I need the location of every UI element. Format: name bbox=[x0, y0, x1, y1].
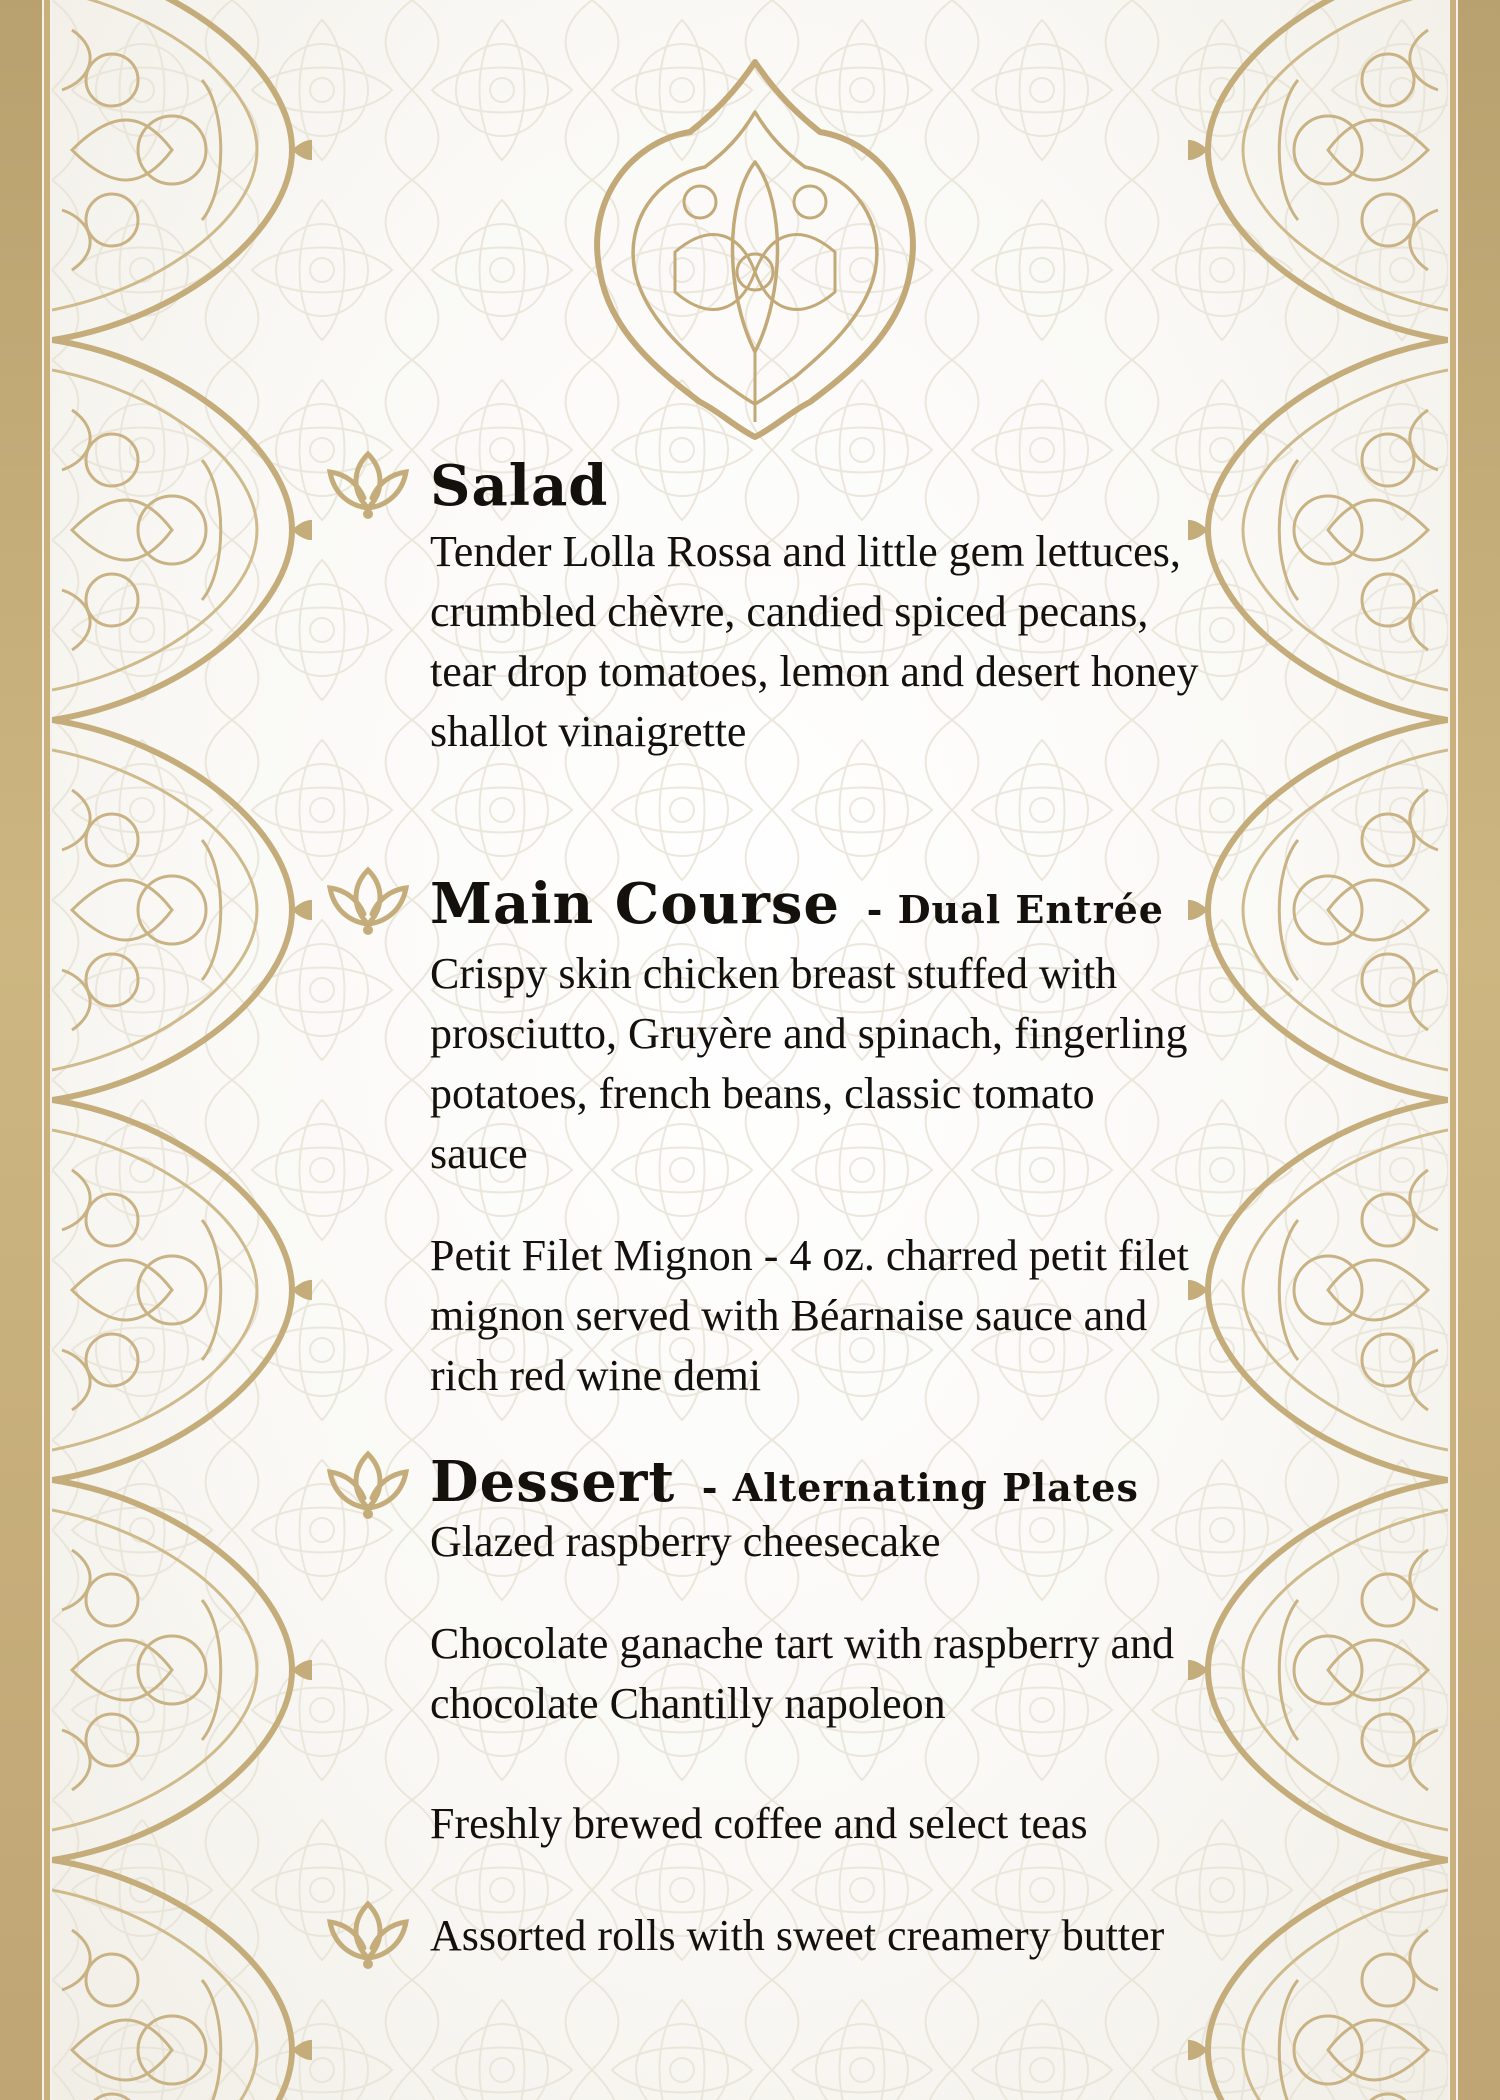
menu-item-filet-mignon: Petit Filet Mignon - 4 oz. charred petit filet mignon served with Béarnaise sauce and rich red wine demi bbox=[430, 1231, 1189, 1400]
lotus-icon bbox=[326, 1448, 410, 1520]
arabesque-medallion-icon bbox=[580, 52, 930, 442]
section-title-salad bbox=[430, 453, 614, 519]
lotus-icon bbox=[326, 1898, 410, 1970]
section-subtitle: - Dual Entrée bbox=[866, 887, 1164, 932]
menu-item-chicken: Crispy skin chicken breast stuffed with prosciutto, Gruyère and spinach, fingerling potatoes, french beans, classic tomato sauce bbox=[430, 949, 1188, 1178]
menu-item-coffee-tea: Freshly brewed coffee and select teas bbox=[430, 1799, 1088, 1848]
lotus-icon bbox=[326, 864, 410, 936]
section-subtitle: - Alternating Plates bbox=[701, 1465, 1139, 1510]
left-inner-rule bbox=[44, 0, 50, 2100]
left-filigree-border bbox=[52, 0, 312, 2100]
lotus-icon bbox=[326, 448, 410, 520]
right-gold-band bbox=[1458, 0, 1500, 2100]
section-title-text: Main Course bbox=[430, 871, 841, 937]
menu-item-rolls: Assorted rolls with sweet creamery butter bbox=[430, 1911, 1165, 1960]
right-filigree-border bbox=[1188, 0, 1448, 2100]
left-gold-band bbox=[0, 0, 42, 2100]
menu-item-salad-description: Tender Lolla Rossa and little gem lettuces, crumbled chèvre, candied spiced pecans, tear drop tomatoes, lemon and desert honey shallot vinaigrette bbox=[430, 527, 1199, 756]
section-title-text: Salad bbox=[430, 453, 609, 519]
section-title-main-course bbox=[430, 871, 1164, 937]
menu-item-ganache-tart: Chocolate ganache tart with raspberry and chocolate Chantilly napoleon bbox=[430, 1619, 1175, 1728]
right-inner-rule bbox=[1450, 0, 1456, 2100]
section-title-text: Dessert bbox=[430, 1449, 676, 1515]
section-title-dessert bbox=[430, 1449, 1139, 1515]
menu-item-cheesecake: Glazed raspberry cheesecake bbox=[430, 1517, 941, 1566]
